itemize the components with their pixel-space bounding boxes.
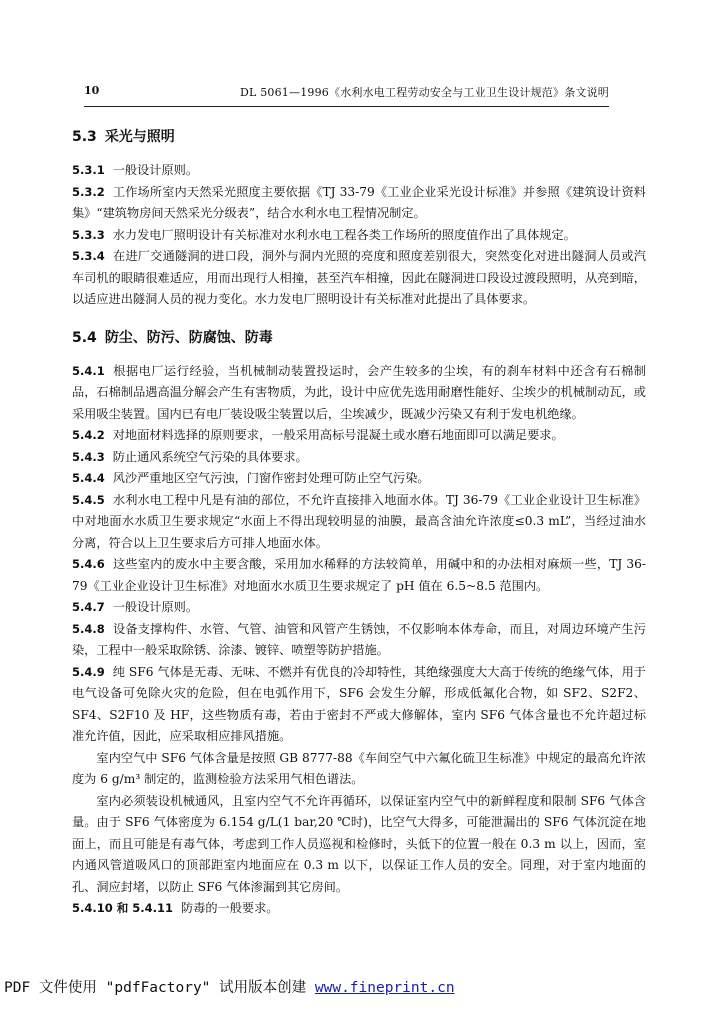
clause-number: 5.4.7 <box>72 600 105 614</box>
clause-5-4-7 <box>72 597 646 619</box>
clause-number: 5.4.3 <box>72 449 105 464</box>
clause-text: 风沙严重地区空气污浊，门窗作密封处理可防止空气污染。 <box>112 471 430 485</box>
paragraph-sf6-limit <box>72 748 646 791</box>
clause-text: 防止通风系统空气污染的具体要求。 <box>112 449 308 464</box>
clause-text: 一般设计原则。 <box>112 163 199 177</box>
clause-number: 5.4.6 <box>72 557 105 571</box>
section-title: 防尘、防污、防腐蚀、防毒 <box>104 329 273 346</box>
clause-5-4-4 <box>72 468 646 490</box>
clause-5-3-1 <box>72 160 646 182</box>
clause-text: 纯 SF6 气体是无毒、无味、不燃并有优良的冷却特性，其绝缘强度大大高于传统的绝缘气体，用于电气设备可免除火灾的危险，但在电弧作用下，SF6 会发生分解，形成低氟化合物，如 SF2、S2F2、SF4、S2F10 及 HF，这些物质有毒，若由于密封不严或大修解体，室内 SF6 气体含量也不允许超过标准允许值，因此，应采取相应排风措施。 <box>72 664 646 743</box>
clause-number: 5.4.2 <box>72 428 105 442</box>
clause-5-4-3 <box>72 447 646 469</box>
clause-5-3-3 <box>72 225 646 247</box>
running-header <box>84 84 609 107</box>
section-number: 5.3 <box>72 129 97 145</box>
clause-text: 根据电厂运行经验，当机械制动装置投运时，会产生较多的尘埃，有的刹车材料中还含有石棉制品，石棉制品遇高温分解会产生有害物质，为此，设计中应优先选用耐磨性能好、尘埃少的机械制动瓦，或采用吸尘装置。国内已有电厂装设吸尘装置以后，尘埃减少，既减少污染又有利于发电机绝缘。 <box>72 363 646 421</box>
clause-5-4-6 <box>72 554 646 597</box>
clause-number: 5.4.1 <box>72 363 105 378</box>
clause-5-4-5 <box>72 490 646 555</box>
clause-text: 设备支撑构件、水管、气管、油管和风管产生锈蚀，不仅影响本体寿命，而且，对周边环境产生污染，工程中一般采取除锈、涂漆、镀锌、喷塑等防护措施。 <box>72 621 646 657</box>
footer-text: PDF 文件使用 "pdfFactory" 试用版本创建 <box>4 980 315 996</box>
clause-text: 工作场所室内天然采光照度主要依据《TJ 33-79《工业企业采光设计标准》并参照《建筑设计资料集》“建筑物房间天然采光分级表”，结合水利水电工程情况制定。 <box>72 184 646 220</box>
clause-5-4-9 <box>72 662 646 748</box>
clause-number: 5.3.3 <box>72 227 105 242</box>
clause-number: 5.3.4 <box>72 249 105 263</box>
clause-text: 这些室内的废水中主要含酸，采用加水稀释的方法较简单，用碱中和的办法相对麻烦一些，TJ 36-79《工业企业设计卫生标准》对地面水水质卫生要求规定了 pH 值在 6.5~8.5 范围内。 <box>72 557 646 593</box>
page-number: 10 <box>84 84 100 97</box>
clause-text: 防毒的一般要求。 <box>181 901 279 915</box>
section-heading-5-4 <box>72 327 646 349</box>
paragraph-text: 室内必须装设机械通风，且室内空气不允许再循环，以保证室内空气中的新鲜程度和限制 SF6 气体含量。由于 SF6 气体密度为 6.154 g/L(1 bar,20 ℃时)，比空气大得多，可能泄漏出的 SF6 气体沉淀在地面上，而且可能是有毒气体，考虑到工作人员巡视和检修时，头低下的位置一般在 0.3 m 以上，因而，室内通风管道吸风口的顶部距室内地面应在 0.3 m 以下，以保证工作人员的安全。同理，对于室内地面的孔、洞应封堵，以防止 SF6 气体渗漏到其它房间。 <box>72 793 646 894</box>
body-content <box>72 126 646 920</box>
clause-number: 5.4.9 <box>72 664 105 679</box>
pdf-footer <box>4 976 455 997</box>
clause-5-4-2 <box>72 425 646 447</box>
clause-5-4-10-11 <box>72 898 646 920</box>
clause-number: 5.3.1 <box>72 163 105 177</box>
clause-text: 水力发电厂照明设计有关标准对水利水电工程各类工作场所的照度值作出了具体规定。 <box>112 227 576 242</box>
clause-text: 在进厂交通隧洞的进口段，洞外与洞内光照的亮度和照度差别很大，突然变化对进出隧洞人员或汽车司机的眼睛很难适应，用而出现行人相撞，甚至汽车相撞，因此在隧洞进口段设过渡段照明，从亮到暗，以适应进出隧洞人员的视力变化。水力发电厂照明设计有关标准对此提出了具体要求。 <box>72 249 646 306</box>
clause-5-4-1 <box>72 361 646 426</box>
clause-number: 5.4.10 和 5.4.11 <box>72 901 173 915</box>
clause-text: 对地面材料选择的原则要求，一般采用高标号混凝土或水磨石地面即可以满足要求。 <box>112 428 564 442</box>
section-title: 采光与照明 <box>104 129 175 145</box>
clause-number: 5.3.2 <box>72 184 105 199</box>
clause-5-3-4 <box>72 246 646 311</box>
paragraph-ventilation <box>72 791 646 899</box>
clause-number: 5.4.4 <box>72 471 105 485</box>
fineprint-link[interactable]: www.fineprint.cn <box>314 980 455 996</box>
section-heading-5-3 <box>72 126 646 148</box>
clause-text: 水利水电工程中凡是有油的部位，不允许直接排入地面水体。TJ 36-79《工业企业设计卫生标准》中对地面水水质卫生要求规定“水面上不得出现较明显的油膜，最高含油允许浓度≤0.3 mL”，当经过油水分离，符合以上卫生要求后方可排人地面水体。 <box>72 492 646 550</box>
clause-number: 5.4.5 <box>72 492 105 507</box>
clause-number: 5.4.8 <box>72 621 105 636</box>
paragraph-text: 室内空气中 SF6 气体含量是按照 GB 8777-88《车间空气中六氟化硫卫生标准》中规定的最高允许浓度为 6 g/m³ 制定的，监测检验方法采用气相色谱法。 <box>72 750 646 786</box>
header-title: DL 5061—1996《水利水电工程劳动安全与工业卫生设计规范》条文说明 <box>239 86 609 99</box>
clause-5-3-2 <box>72 182 646 225</box>
section-number: 5.4 <box>72 329 97 346</box>
clause-5-4-8 <box>72 619 646 662</box>
clause-text: 一般设计原则。 <box>112 600 199 614</box>
